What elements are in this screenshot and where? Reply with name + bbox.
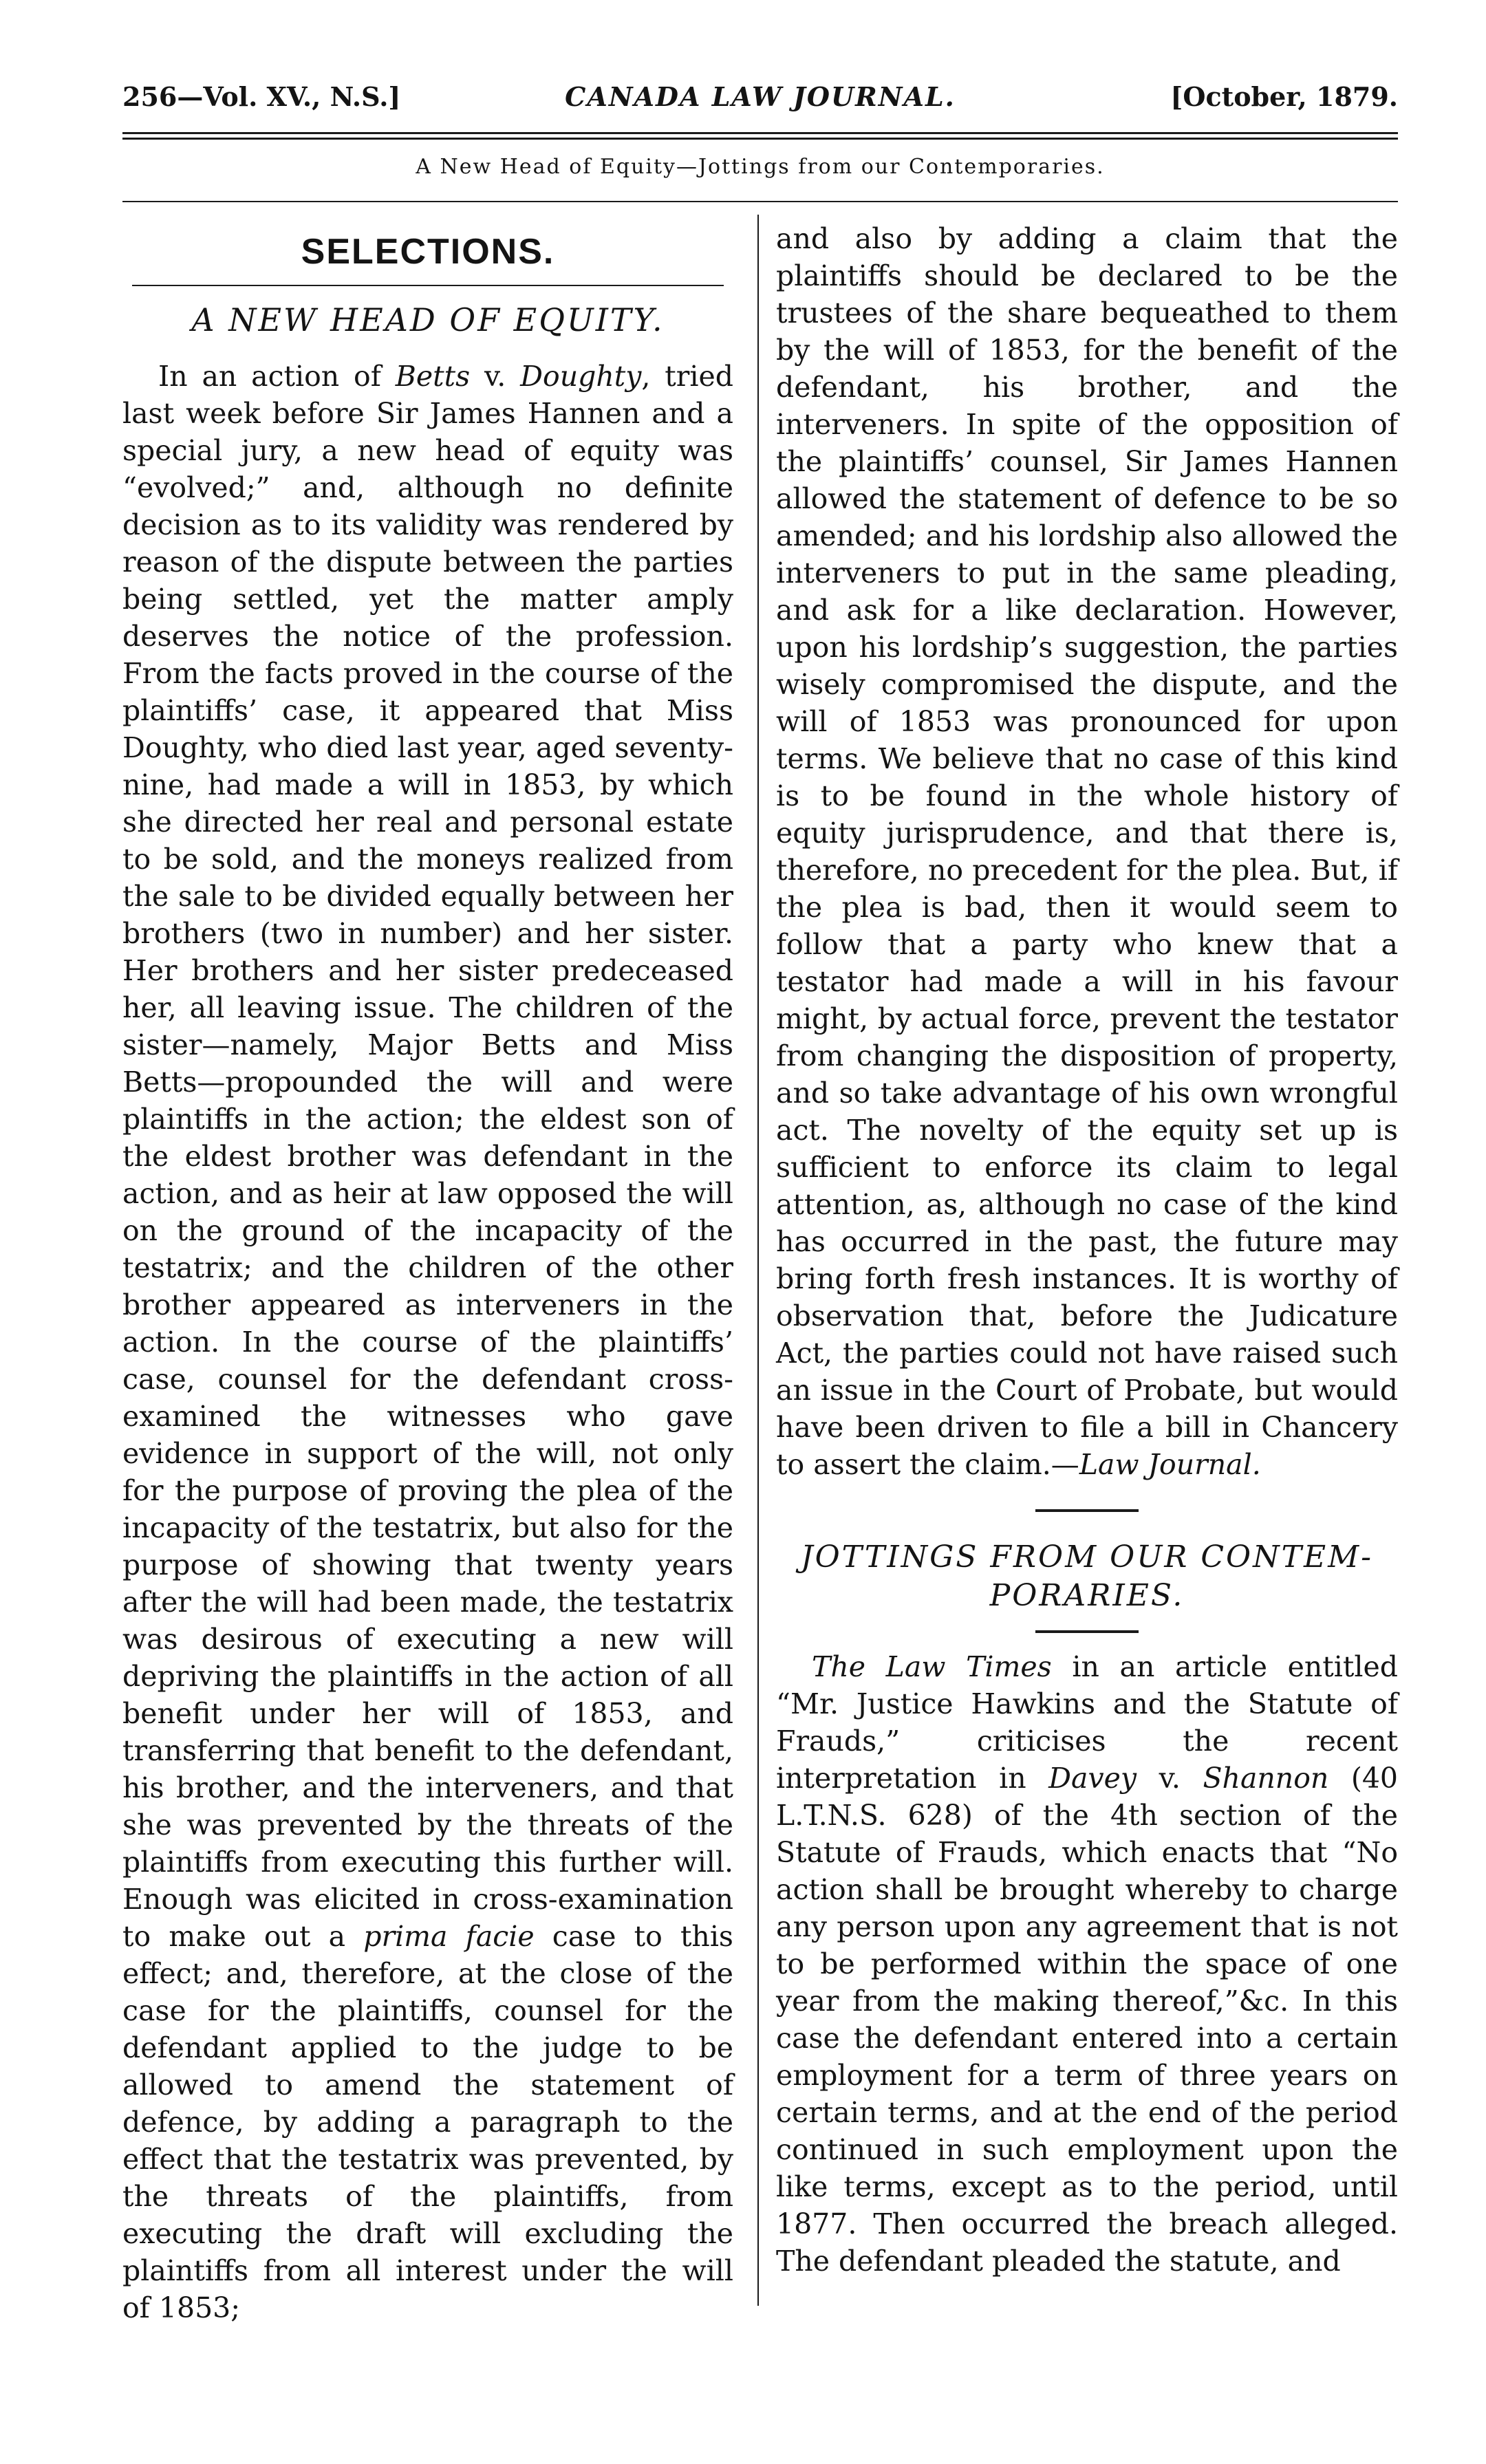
issue-date: [October, 1879. (1170, 81, 1398, 112)
jottings-title-line: JOTTINGS FROM OUR CONTEM- (800, 1539, 1374, 1575)
jottings-title-line: PORARIES. (989, 1578, 1185, 1613)
page-volume-label: 256—Vol. XV., N.S.] (122, 81, 401, 112)
latin-term: prima facie (363, 1920, 535, 1953)
text-run: v. (470, 360, 521, 393)
article-paragraph (122, 358, 733, 2326)
publication-name: The Law Times (812, 1650, 1052, 1683)
text-run: In an action of (158, 360, 396, 393)
case-name: Doughty (520, 360, 642, 393)
column-divider (757, 215, 759, 2306)
jottings-title (776, 1538, 1398, 1615)
section-separator-rule (1035, 1509, 1139, 1512)
case-name: Davey (1048, 1762, 1137, 1795)
text-run: v. (1137, 1762, 1203, 1795)
section-title: SELECTIONS. (301, 232, 555, 272)
text-run: in an article entitled “Mr. Justice Hawkins and the Statute of Frauds,” criticises the recent interpretation in (776, 1650, 1398, 1795)
left-column (122, 220, 733, 2326)
header-double-rule (122, 132, 1398, 140)
text-run: case to this effect; and, therefore, at the close of the case for the plaintiffs, counsel for the defendant applied to the judge to be allowed to amend the statement of defence, by adding a paragraph to the effect that the testatrix was prevented, by the threats of the plaintiffs, from executing the draft will excluding the plaintiffs from all interest under the will of 1853; (122, 1920, 733, 2324)
text-run: and also by adding a claim that the plaintiffs should be declared to be the trustees of the share bequeathed to them by the will of 1853, for the benefit of the defendant, his brother, and the interveners. In spite of the opposition of the plaintiffs’ counsel, Sir James Hannen allowed the statement of defence to be so amended; and his lordship also allowed the interveners to put in the same pleading, and ask for a like declaration. However, upon his lordship’s suggestion, the parties wisely compromised the dispute, and the will of 1853 was pronounced for upon terms. We believe that no case of this kind is to be found in the whole history of equity jurisprudence, and that there is, therefore, no precedent for the plea. But, if the plea is bad, then it would seem to follow that a party who knew that a testator had made a will in his favour might, by actual force, prevent the testator from changing the disposition of property, and so take advantage of his own wrongful act. The novelty of the equity set up is sufficient to enforce its claim to legal attention, as, although no case of the kind has occurred in the past, the future may bring forth fresh instances. It is worthy of observation that, before the Judicature Act, the parties could not have raised such an issue in the Court of Probate, but would have been driven to file a bill in Chancery to assert the claim.— (776, 222, 1398, 1481)
page-contents-subheader: A New Head of Equity—Jottings from our Contemporaries. (416, 155, 1105, 179)
journal-title: CANADA LAW JOURNAL. (565, 81, 956, 112)
text-run: (40 L.T.N.S. 628) of the 4th section of the Statute of Frauds, which enacts that “No action shall be brought whereby to charge any person upon any agreement that is not to be performed within the space of one year from the making thereof,”&c. In this case the defendant entered into a certain employment for a term of three years on certain terms, and at the end of the period continued in such employment upon the like terms, except as to the period, until 1877. Then occurred the breach alleged. The defendant pleaded the statute, and (776, 1762, 1398, 2278)
jottings-paragraph (776, 1648, 1398, 2280)
source-citation: Law Journal. (1079, 1448, 1261, 1481)
jottings-rule (1035, 1630, 1139, 1633)
article-paragraph-continued (776, 220, 1398, 1483)
text-run: , tried last week before Sir James Hannen and a special jury, a new head of equity was “evolved;” and, although no definite decision as to its validity was rendered by reason of the dispute between the parties being settled, yet the matter amply deserves the notice of the profession. From the facts proved in the course of the plaintiffs’ case, it appeared that Miss Doughty, who died last year, aged seventy-nine, had made a will in 1853, by which she directed her real and personal estate to be sold, and the moneys realized from the sale to be divided equally between her brothers (two in number) and her sister. Her brothers and her sister predeceased her, all leaving issue. The children of the sister—namely, Major Betts and Miss Betts—propounded the will and were plaintiffs in the action; the eldest son of the eldest brother was defendant in the action, and as heir at law opposed the will on the ground of the incapacity of the testatrix; and the children of the other brother appeared as interveners in the action. In the course of the plaintiffs’ case, counsel for the defendant cross-examined the witnesses who gave evidence in support of the will, not only for the purpose of proving the plea of the incapacity of the testatrix, but also for the purpose of showing that twenty years after the will had been made, the testatrix was desirous of executing a new will depriving the plaintiffs in the action of all benefit under her will of 1853, and transferring that benefit to the defendant, his brother, and the interveners, and that she was prevented by the threats of the plaintiffs from executing this further will. Enough was elicited in cross-examination to make out a (122, 360, 733, 1953)
running-head (122, 81, 1398, 122)
right-column (776, 220, 1398, 2280)
case-name: Shannon (1203, 1762, 1329, 1795)
article-title: A NEW HEAD OF EQUITY. (191, 301, 665, 338)
section-rule (132, 285, 724, 286)
case-name: Betts (395, 360, 471, 393)
subheader-rule (122, 201, 1398, 202)
